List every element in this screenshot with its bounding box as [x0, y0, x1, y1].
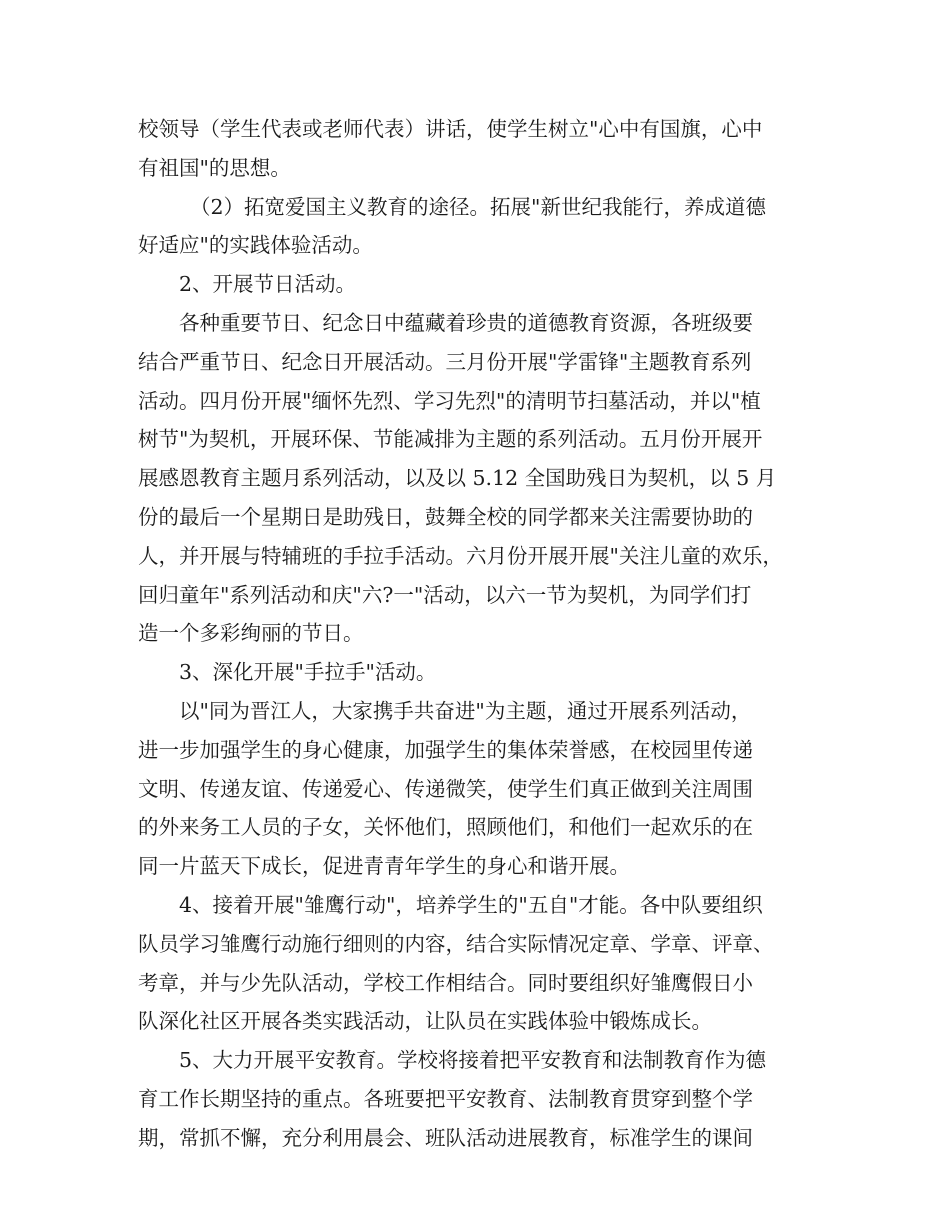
text-line: 考章，并与少先队活动，学校工作相结合。同时要组织好雏鹰假日小 — [138, 970, 753, 995]
text-line: 育工作长期坚持的重点。各班要把平安教育、法制教育贯穿到整个学 — [138, 1086, 753, 1111]
text-line: 文明、传递友谊、传递爱心、传递微笑，使学生们真正做到关注周围 — [138, 776, 753, 801]
text-line: 进一步加强学生的身心健康，加强学生的集体荣誉感，在校园里传递 — [138, 737, 753, 762]
text-line: 份的最后一个星期日是助残日，鼓舞全校的同学都来关注需要协助的 — [138, 504, 753, 529]
text-line: 队深化社区开展各类实践活动，让队员在实践体验中锻炼成长。 — [138, 1009, 712, 1034]
text-line: 以"同为晋江人，大家携手共奋进"为主题，通过开展系列活动， — [179, 698, 752, 723]
section-heading: 5、大力开展平安教育。学校将接着把平安教育和法制教育作为德 — [179, 1048, 767, 1073]
text-line: 队员学习雏鹰行动施行细则的内容，结合实际情况定章、学章、评章、 — [138, 931, 774, 956]
text-line: 期，常抓不懈，充分利用晨会、班队活动进展教育，标准学生的课间 — [138, 1125, 753, 1150]
document-body — [138, 110, 818, 1158]
text-line: 树节"为契机，开展环保、节能减排为主题的系列活动。五月份开展开 — [138, 427, 763, 452]
text-line: 人，并开展与特辅班的手拉手活动。六月份开展开展"关注儿童的欢乐， — [138, 543, 783, 568]
section-heading: 2、开展节日活动。 — [179, 272, 357, 297]
text-line: 回归童年"系列活动和庆"六?一"活动，以六一节为契机，为同学们打 — [138, 582, 752, 607]
section-heading: 4、接着开展"雏鹰行动"，培养学生的"五自"才能。各中队要组织 — [179, 892, 763, 917]
text-line: 活动。四月份开展"缅怀先烈、学习先烈"的清明节扫墓活动，并以"植 — [138, 388, 761, 413]
text-line: 结合严重节日、纪念日开展活动。三月份开展"学雷锋"主题教育系列 — [138, 349, 752, 374]
text-line: 有祖国"的思想。 — [138, 155, 291, 180]
text-line: 的外来务工人员的子女，关怀他们，照顾他们，和他们一起欢乐的在 — [138, 815, 753, 840]
text-line: 各种重要节日、纪念日中蕴藏着珍贵的道德教育资源，各班级要 — [179, 310, 753, 335]
text-line: 造一个多彩绚丽的节日。 — [138, 621, 364, 646]
text-line: 校领导（学生代表或老师代表）讲话，使学生树立"心中有国旗，心中 — [138, 117, 763, 141]
text-line: 展感恩教育主题月系列活动，以及以 5.12 全国助残日为契机，以 5 月 — [138, 466, 777, 491]
text-line: 同一片蓝天下成长，促进青青年学生的身心和谐开展。 — [138, 854, 630, 879]
text-line: （2）拓宽爱国主义教育的途径。拓展"新世纪我能行，养成道德 — [190, 194, 766, 219]
text-line: 好适应"的实践体验活动。 — [138, 233, 373, 258]
section-heading: 3、深化开展"手拉手"活动。 — [179, 660, 437, 685]
